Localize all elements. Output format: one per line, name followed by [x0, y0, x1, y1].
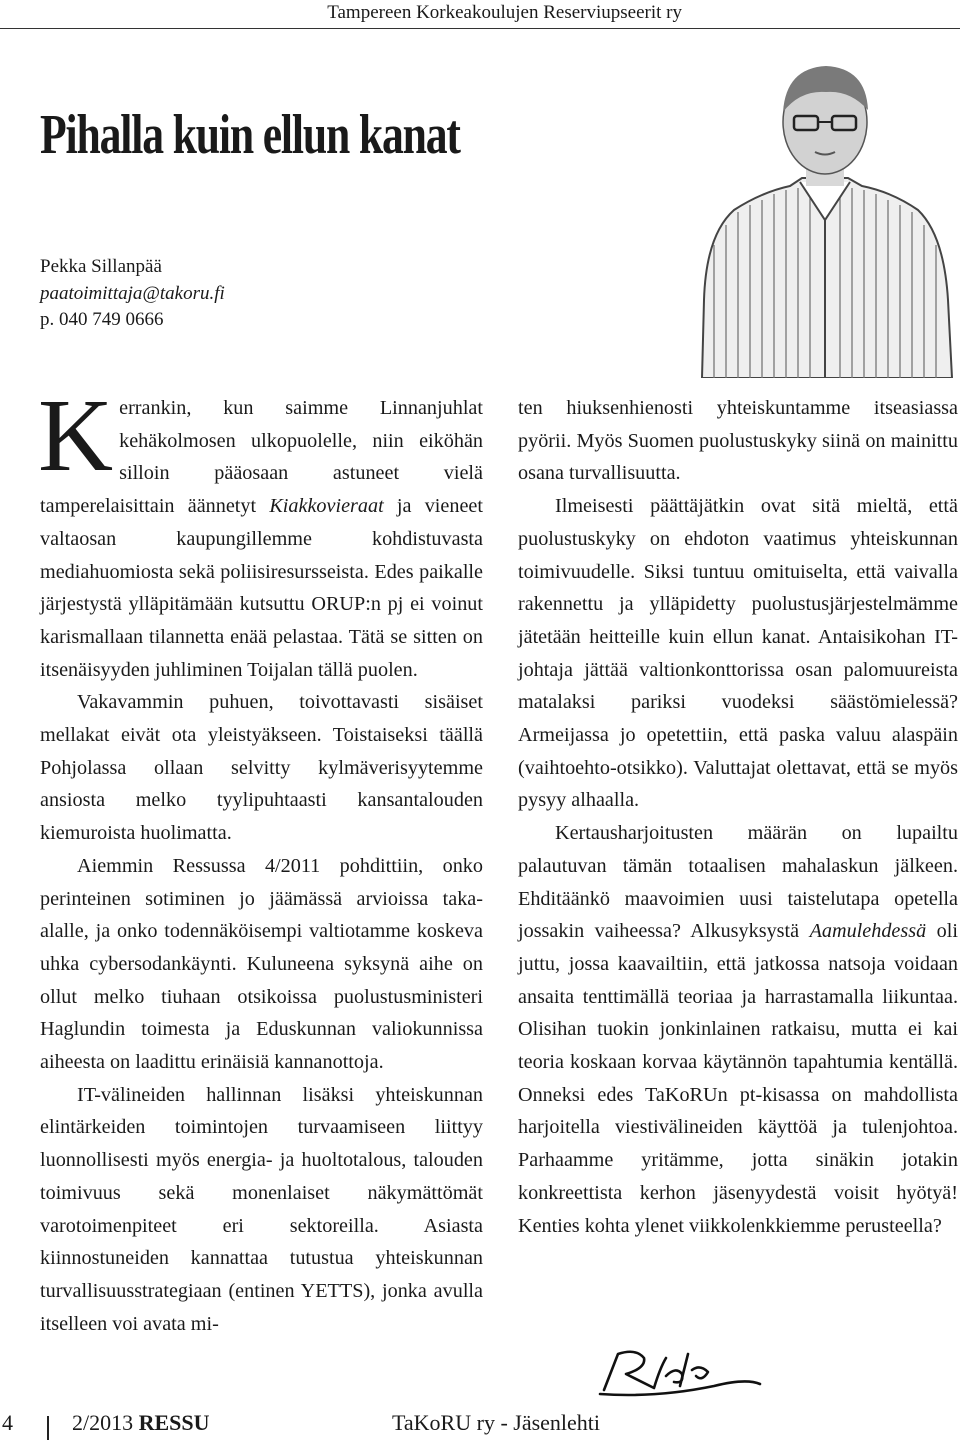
- issue-number: 2/2013: [72, 1410, 134, 1435]
- author-signature: [596, 1344, 764, 1400]
- paragraph: ten hiuksenhienosti yhteiskuntamme itseasiassa pyörii. Myös Suomen puolustuskyky siinä on mainittu osana turvallisuutta.: [518, 397, 958, 485]
- publisher-label: TaKoRU ry - Jäsenlehti: [392, 1410, 601, 1435]
- author-byline: [40, 254, 225, 334]
- author-phone: p. 040 749 0666: [40, 309, 164, 330]
- paragraph: Aiemmin Ressussa 4/2011 pohdittiin, onko perinteinen sotiminen jo jäämässä arvioissa taka-alalle, ja onko todennäköisempi valtiotamme koskeva uhka cybersodankäynti. Kuluneena syksynä aihe on ollut melko tiuhaan otsikoissa puolustusministeri Haglundin toimesta ja Eduskunnan valiokunnissa aiheesta on laadittu erinäisiä kannanottoja.: [40, 854, 483, 1074]
- author-email[interactable]: paatoimittaja@takoru.fi: [40, 282, 225, 304]
- publication-name: Tampereen Korkeakoulujen Reserviupseerit ry: [327, 2, 682, 23]
- author-name: Pekka Sillanpää: [40, 256, 162, 277]
- magazine-name: RESSU: [138, 1410, 210, 1435]
- paragraph: Vakavammin puhuen, toivottavasti sisäiset mellakat eivät ota yleistyäkseen. Toistaiseksi täällä Pohjolassa ollaan selvitty kylmäverisyytemme ansiosta melko tyylipuhtaasti kansantalouden kiemuroista huolimatta.: [40, 691, 483, 845]
- italic-term: Aamulehdessä: [809, 920, 927, 943]
- running-header: [0, 0, 960, 29]
- issue-label: [72, 1410, 210, 1436]
- article-title: Pihalla kuin ellun kanat: [40, 104, 460, 166]
- drop-cap: K: [38, 378, 114, 493]
- paragraph: Ilmeisesti päättäjätkin ovat sitä mieltä, että puolustuskyky on ehdoton vaatimus yhteiskunnan toimivuudelle. Siksi tuntuu omituiselta, että vaivalla rakennettu ja ylläpidetty puolustusjärjestelmämme jätetään heitteille kuin ellun kanat. Antaisikohan IT-johtaja jättää valtionkonttorissa osan palomuureista matalaksi pariksi vuodeksi säästömielessä? Armeijassa jo opetettiin, että paska valuu alaspäin (vaihtoehto-otsikko). Valuttajat olettavat, että se myös pysyy alhaalla.: [518, 495, 958, 812]
- column-left: [38, 378, 483, 1340]
- author-portrait: [690, 60, 960, 378]
- footer-divider: [47, 1416, 49, 1440]
- paragraph: Kertausharjoitusten määrän on lupailtu palautuvan tämän totaalisen mahalaskun jälkeen. Ehditäänkö maavoimien uusi taistelutapa opetella jossakin vaiheessa? Alkusyksystä Aamulehdessä oli juttu, jossa kaavailtiin, että jatkossa natsoja voidaan ansaita tenttimällä teoriaa ja harrastamalla liikuntaa. Olisihan tuokin jonkinlainen ratkaisu, mutta ei kai teoria koskaan korvaa käytännön tapahtumia kentällä. Onneksi edes TaKoRUn pt-kisassa on mahdollista harjoitella viestivälineiden käyttöä ja tulenjohtoa. Parhaamme yritämme, jotta sinäkin jotakin konkreettista kerhon jäsenyydestä voisit hyötyä! Kenties kohta ylenet viikkolenkkiemme perusteella?: [518, 822, 958, 1237]
- paragraph: Kerrankin, kun saimme Linnanjuhlat kehäkolmosen ulkopuolelle, niin eiköhän silloin pääosaan astuneet vielä tamperelaisittain äännetyt Kiakkovieraat ja vieneet valtaosan kaupungillemme kohdistuvasta mediahuomiosta sekä poliisiresursseista. Edes paikalle järjestystä ylläpitämään kutsuttu ORUP:n pj ei voinut karismallaan tilannetta enää pelastaa. Tätä se sitten on itsenäisyyden juhliminen Toijalan tällä puolen.: [38, 378, 483, 681]
- italic-term: Kiakkovieraat: [269, 495, 384, 518]
- paragraph: IT-välineiden hallinnan lisäksi yhteiskunnan elintärkeiden toimintojen turvaamiseen liittyy luonnollisesti myös energia- ja huoltotalous, talouden toimivuus sekä monenlaiset näkymättömät varotoimenpiteet eri sektoreilla. Asiasta kiinnostuneiden kannattaa tutustua yhteiskunnan turvallisuusstrategiaan (entinen YETTS), jonka avulla itselleen voi avata mi-: [40, 1083, 483, 1335]
- page-footer: [0, 1408, 960, 1442]
- page-number: 4: [2, 1410, 13, 1435]
- column-right: [518, 392, 958, 1242]
